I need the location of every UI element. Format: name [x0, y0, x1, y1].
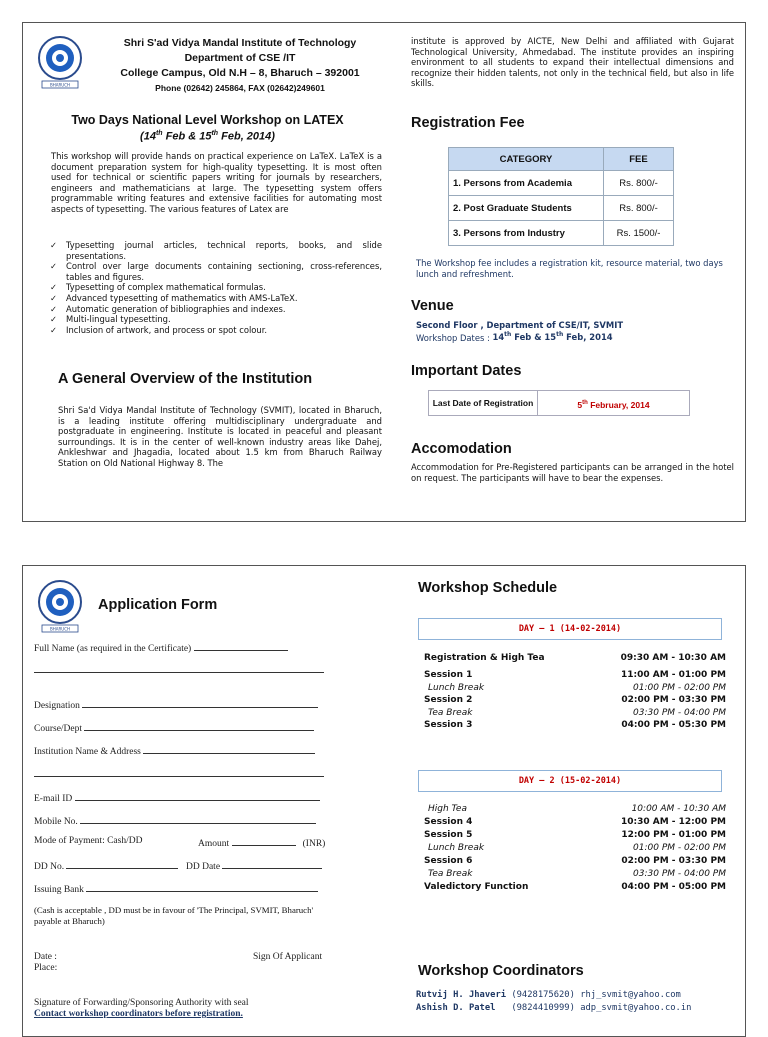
schedule-item: Session 5	[424, 830, 473, 840]
schedule-row	[424, 669, 732, 682]
schedule-time: 01:00 PM - 02:00 PM	[633, 843, 726, 853]
coordinators-heading: Workshop Coordinators	[418, 963, 584, 979]
fee-amount: Rs. 1500/-	[604, 221, 674, 246]
fee-category: 1. Persons from Academia	[449, 171, 604, 196]
schedule-heading: Workshop Schedule	[418, 580, 558, 596]
schedule-item: Lunch Break	[428, 843, 485, 853]
schedule-item: Lunch Break	[428, 682, 485, 693]
coordinator-entry	[416, 989, 691, 1002]
fee-table-fee-header: FEE	[604, 148, 674, 171]
institute-logo	[36, 32, 84, 90]
schedule-row	[424, 682, 732, 695]
course-label: Course/Dept	[34, 724, 83, 734]
schedule-time: 11:00 AM - 01:00 PM	[620, 670, 726, 680]
fee-category: 2. Post Graduate Students	[449, 196, 604, 221]
full-name-field[interactable]	[34, 641, 288, 654]
institute-header	[100, 36, 380, 96]
venue-dates-label: Workshop Dates :	[416, 332, 493, 343]
sign-label: Sign Of Applicant	[253, 952, 323, 962]
coordinator-email[interactable]: adp_svmit@yahoo.co.in	[580, 1002, 692, 1013]
schedule-row	[424, 694, 732, 707]
registration-heading: Registration Fee	[411, 115, 525, 131]
schedule-item: Session 3	[424, 720, 473, 730]
schedule-item: Session 4	[424, 817, 473, 827]
fee-table-category-header: CATEGORY	[449, 148, 604, 171]
schedule-time: 10:30 AM - 12:00 PM	[620, 817, 726, 827]
accommodation-heading: Accomodation	[411, 441, 512, 457]
workshop-intro: This workshop will provide hands on practical experience on LaTeX. LaTeX is a document preparation system for high-quality typesetting. It is most often used for technical or scientific papers writing for journals by researchers, engineers and mathematicians at large. The typesetting system offers programmable writing features and extensive facilities for automating most aspects of typesetting. The various features of Latex are	[51, 151, 382, 214]
important-dates-heading: Important Dates	[411, 363, 522, 379]
registration-note: The Workshop fee includes a registration kit, resource material, two days lunch and refreshment.	[416, 258, 723, 279]
schedule-time: 09:30 AM - 10:30 AM	[620, 653, 726, 663]
contact-label: Contact workshop coordinators before registration.	[34, 1009, 243, 1019]
forwarding-signature	[34, 998, 249, 1008]
overview-text: Shri Sa'd Vidya Mandal Institute of Technology (SVMIT), located in Bharuch, is a leading institute offering multidisciplinary undergraduate and postgraduate in engineering. Institute is located in peaceful and pleasant surroundings. It is in the center of well-known industry areas like Dahej, Ankleshwar and Jhagadia, located about 1.5 km from Bharuch Railway Station on Old National Highway 8. The	[58, 405, 382, 468]
day-1-schedule	[424, 652, 732, 732]
schedule-time: 02:00 PM - 03:30 PM	[621, 695, 726, 705]
email-label: E-mail ID	[34, 794, 73, 804]
workshop-dates: (14th Feb & 15th Feb, 2014)	[140, 130, 275, 143]
table-row	[449, 196, 674, 221]
important-date-label: Last Date of Registration	[429, 391, 538, 415]
feature-item: ✓ Inclusion of artwork, and process or spot colour.	[48, 325, 382, 336]
institution-line-2[interactable]	[34, 776, 324, 777]
schedule-time: 03:30 PM - 04:00 PM	[633, 869, 726, 879]
feature-item: ✓ Automatic generation of bibliographies and indexes.	[48, 304, 382, 315]
table-row	[449, 171, 674, 196]
dd-date-label: DD Date	[186, 862, 221, 872]
feature-item: ✓ Control over large documents containing sectioning, cross-references, tables and figures.	[48, 261, 382, 282]
coordinator-phone: (9824410999)	[511, 1002, 575, 1013]
payment-field[interactable]	[34, 836, 142, 846]
amount-field[interactable]	[198, 836, 325, 849]
schedule-row	[424, 868, 732, 881]
venue-dates: Workshop Dates : 14th Feb & 15th Feb, 2014	[416, 331, 613, 343]
schedule-item: Session 2	[424, 695, 473, 705]
venue-location: Second Floor , Department of CSE/IT, SVMIT	[416, 320, 624, 330]
schedule-row	[424, 816, 732, 829]
schedule-item: Valedictory Function	[424, 882, 529, 892]
feature-item: ✓ Advanced typesetting of mathematics with AMS-LaTeX.	[48, 293, 382, 304]
venue-heading: Venue	[411, 298, 454, 314]
inr-label: (INR)	[302, 839, 326, 849]
important-date-value: 5th February, 2014	[577, 399, 650, 410]
institution-label: Institution Name & Address	[34, 747, 141, 757]
schedule-row	[424, 842, 732, 855]
schedule-item: High Tea	[428, 804, 467, 814]
forwarding-label: Signature of Forwarding/Sponsoring Authority with seal	[34, 998, 249, 1008]
schedule-time: 04:00 PM - 05:00 PM	[621, 882, 726, 892]
designation-field[interactable]	[34, 698, 318, 711]
payment-label: Mode of Payment: Cash/DD	[34, 836, 143, 846]
coordinator-email[interactable]: rhj_svmit@yahoo.com	[580, 990, 681, 1000]
day-1-header: DAY – 1 (14-02-2014)	[418, 618, 722, 640]
schedule-row	[424, 652, 732, 669]
fee-amount: Rs. 800/-	[604, 196, 674, 221]
svg-text:BHARUCH: BHARUCH	[50, 82, 70, 88]
schedule-row	[424, 803, 732, 816]
full-name-label: Full Name (as required in the Certificate)	[34, 644, 192, 654]
schedule-item: Session 6	[424, 856, 473, 866]
coordinator-entry	[416, 1002, 691, 1015]
fee-amount: Rs. 800/-	[604, 171, 674, 196]
institution-field[interactable]	[34, 744, 315, 757]
overview-text-continued: institute is approved by AICTE, New Delhi and affiliated with Gujarat Technological University, Ahmedabad. The institute provides an inspiring environment to all students to expand their intellectual dimensions and recognize their hidden talents, not only in the technical field, but also in life skills.	[411, 36, 734, 89]
fee-table	[448, 147, 674, 246]
mobile-field[interactable]	[34, 814, 316, 827]
mobile-label: Mobile No.	[34, 817, 78, 827]
coordinator-name: Ashish D. Patel	[416, 1002, 496, 1013]
issuing-bank-field[interactable]	[34, 882, 318, 895]
schedule-time: 12:00 PM - 01:00 PM	[621, 830, 726, 840]
day-2-header: DAY – 2 (15-02-2014)	[418, 770, 722, 792]
schedule-row	[424, 829, 732, 842]
coordinator-phone: (9428175620)	[511, 990, 575, 1000]
schedule-time: 04:00 PM - 05:30 PM	[621, 720, 726, 730]
fee-category: 3. Persons from Industry	[449, 221, 604, 246]
schedule-item: Tea Break	[428, 707, 473, 718]
sign-applicant	[253, 952, 322, 962]
schedule-item: Tea Break	[428, 869, 473, 879]
schedule-row	[424, 707, 732, 720]
institute-name: Shri S'ad Vidya Mandal Institute of Technology	[123, 37, 357, 49]
place-label: Place:	[34, 963, 58, 973]
feature-list	[48, 240, 382, 335]
institute-logo	[36, 576, 84, 634]
schedule-time: 01:00 PM - 02:00 PM	[633, 682, 726, 693]
schedule-item: Registration & High Tea	[424, 653, 545, 663]
dd-no-field[interactable]	[34, 859, 178, 872]
svg-text:BHARUCH: BHARUCH	[50, 626, 70, 632]
overview-heading: A General Overview of the Institution	[58, 371, 313, 387]
schedule-row	[424, 855, 732, 868]
coordinators-list	[416, 989, 691, 1014]
feature-item: ✓ Multi-lingual typesetting.	[48, 314, 382, 325]
important-dates-box	[428, 390, 690, 416]
feature-item: ✓ Typesetting of complex mathematical formulas.	[48, 282, 382, 293]
coordinator-name: Rutvij H. Jhaveri	[416, 990, 507, 1000]
email-field[interactable]	[34, 791, 320, 804]
dd-no-label: DD No.	[34, 862, 65, 872]
schedule-time: 10:00 AM - 10:30 AM	[631, 804, 726, 814]
schedule-time: 02:00 PM - 03:30 PM	[621, 856, 726, 866]
schedule-row	[424, 881, 732, 894]
date-label: Date :	[34, 952, 57, 962]
cash-note: (Cash is acceptable , DD must be in favour of 'The Principal, SVMIT, Bharuch' payable at Bharuch)	[34, 905, 314, 926]
feature-item: ✓ Typesetting journal articles, technical reports, books, and slide presentations.	[48, 240, 382, 261]
institute-address: College Campus, Old N.H – 8, Bharuch – 392001	[120, 67, 360, 79]
issuing-bank-label: Issuing Bank	[34, 885, 84, 895]
accommodation-text: Accommodation for Pre-Registered participants can be arranged in the hotel on request. The participants will have to bear the expenses.	[411, 462, 734, 483]
day-2-schedule	[424, 803, 732, 894]
institute-dept: Department of CSE /IT	[184, 52, 296, 64]
dd-date-field[interactable]	[186, 859, 322, 872]
course-field[interactable]	[34, 721, 314, 734]
contact-note	[34, 1009, 243, 1019]
table-row	[449, 221, 674, 246]
amount-label: Amount	[198, 839, 230, 849]
designation-label: Designation	[34, 701, 80, 711]
place-field[interactable]	[34, 963, 57, 973]
schedule-row	[424, 719, 732, 732]
date-field[interactable]	[34, 952, 57, 962]
institute-phone: Phone (02642) 245864, FAX (02642)249601	[155, 83, 325, 93]
application-form-heading: Application Form	[98, 597, 218, 613]
schedule-item: Session 1	[424, 670, 473, 680]
workshop-title: Two Days National Level Workshop on LATEX	[71, 113, 344, 127]
schedule-time: 03:30 PM - 04:00 PM	[633, 707, 726, 718]
venue-details	[416, 320, 623, 343]
full-name-line-2[interactable]	[34, 672, 324, 673]
